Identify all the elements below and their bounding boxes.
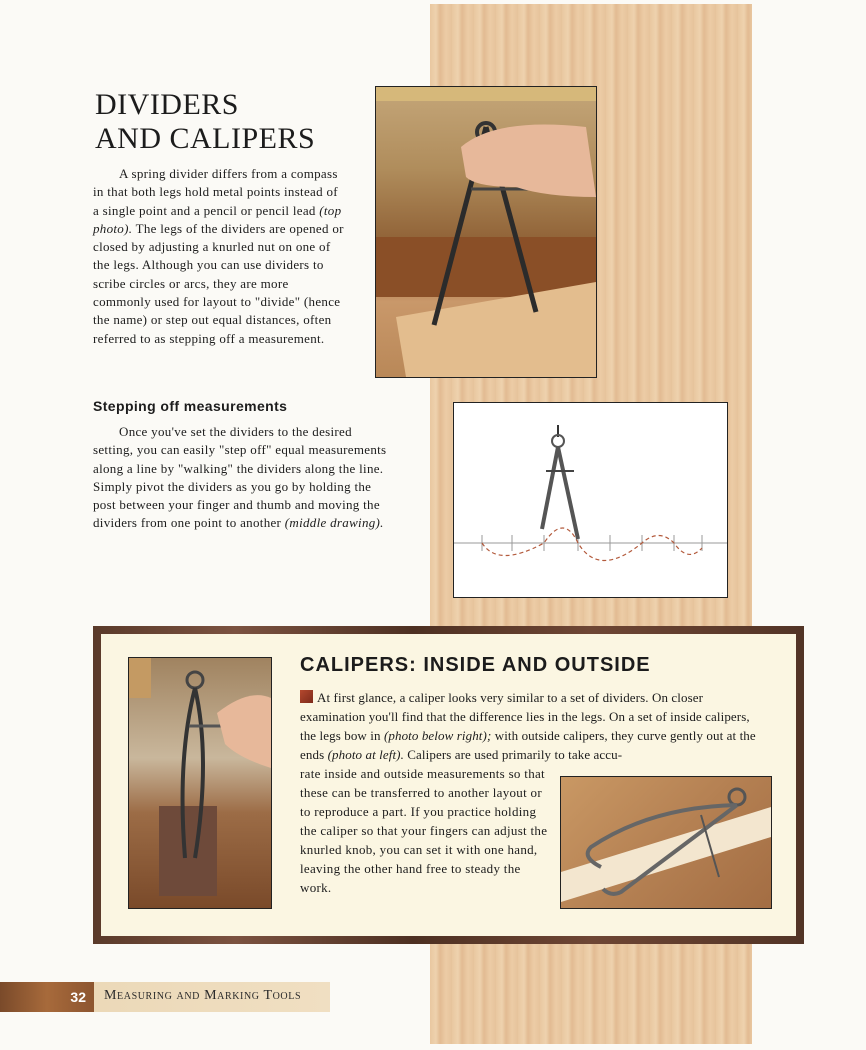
inside-caliper-illustration (561, 777, 771, 908)
stepping-off-illustration (454, 403, 727, 597)
divider-in-hand-illustration (376, 87, 596, 377)
outside-caliper-illustration (129, 658, 271, 908)
sidebar-ref-right: (photo below right); (383, 728, 492, 743)
intro-paragraph (93, 165, 345, 348)
section-drawing-ref: (middle drawing). (284, 515, 384, 531)
sidebar-heading: CALIPERS: INSIDE AND OUTSIDE (300, 654, 651, 676)
sidebar-text-b: with outside calipers, they curve gently out at the ends (300, 728, 756, 762)
sidebar-paragraph-1 (300, 688, 762, 764)
intro-text-a: A spring divider differs from a compass in that both legs hold metal points instead of a single point and a pencil or pencil lead (93, 166, 338, 218)
intro-photo-ref: (top photo). (93, 202, 342, 236)
sidebar-ref-left: (photo at left). (327, 747, 404, 762)
sidebar-bullet-icon (300, 690, 313, 703)
outside-caliper-photo (128, 657, 272, 909)
sidebar-text-a: At first glance, a caliper looks very similar to a set of dividers. On closer examination you'll find that the difference lies in the legs. On a set of inside calipers, the legs bow in (300, 690, 750, 743)
page-title (95, 88, 315, 156)
section-text: Once you've set the dividers to the desired setting, you can easily "step off" equal measurements along a line by "walking" the dividers along the line. Simply pivot the dividers as you go by holding the post between your finger and thumb and moving the dividers from one point to another (93, 424, 387, 531)
top-photo-divider (375, 86, 597, 378)
middle-drawing-stepping-off (453, 402, 728, 598)
section-paragraph (93, 423, 393, 533)
title-line-2: AND CALIPERS (95, 122, 316, 155)
inside-caliper-photo (560, 776, 772, 909)
page-number: 32 (0, 982, 94, 1012)
footer-section-title: Measuring and Marking Tools (104, 988, 302, 1003)
section-heading: Stepping off measurements (93, 398, 288, 414)
title-line-1: DIVIDERS (95, 88, 239, 121)
sidebar-text-c: Calipers are used primarily to take accu- (403, 747, 623, 762)
intro-text-b: The legs of the dividers are opened or closed by adjusting a knurled nut on one of the legs. Although you can use dividers to scribe circles or arcs, they are more commonly used for layout to "divide" (hence the name) or step out equal distances, often referred to as stepping off a measurement. (93, 220, 344, 346)
sidebar-paragraph-2: rate inside and outside measurements so that these can be transferred to another layout or to reproduce a part. If you practice holding the caliper so that your fingers can adjust the knurled knob, you can set it with one hand, leaving the other hand free to steady the work. (300, 766, 548, 895)
